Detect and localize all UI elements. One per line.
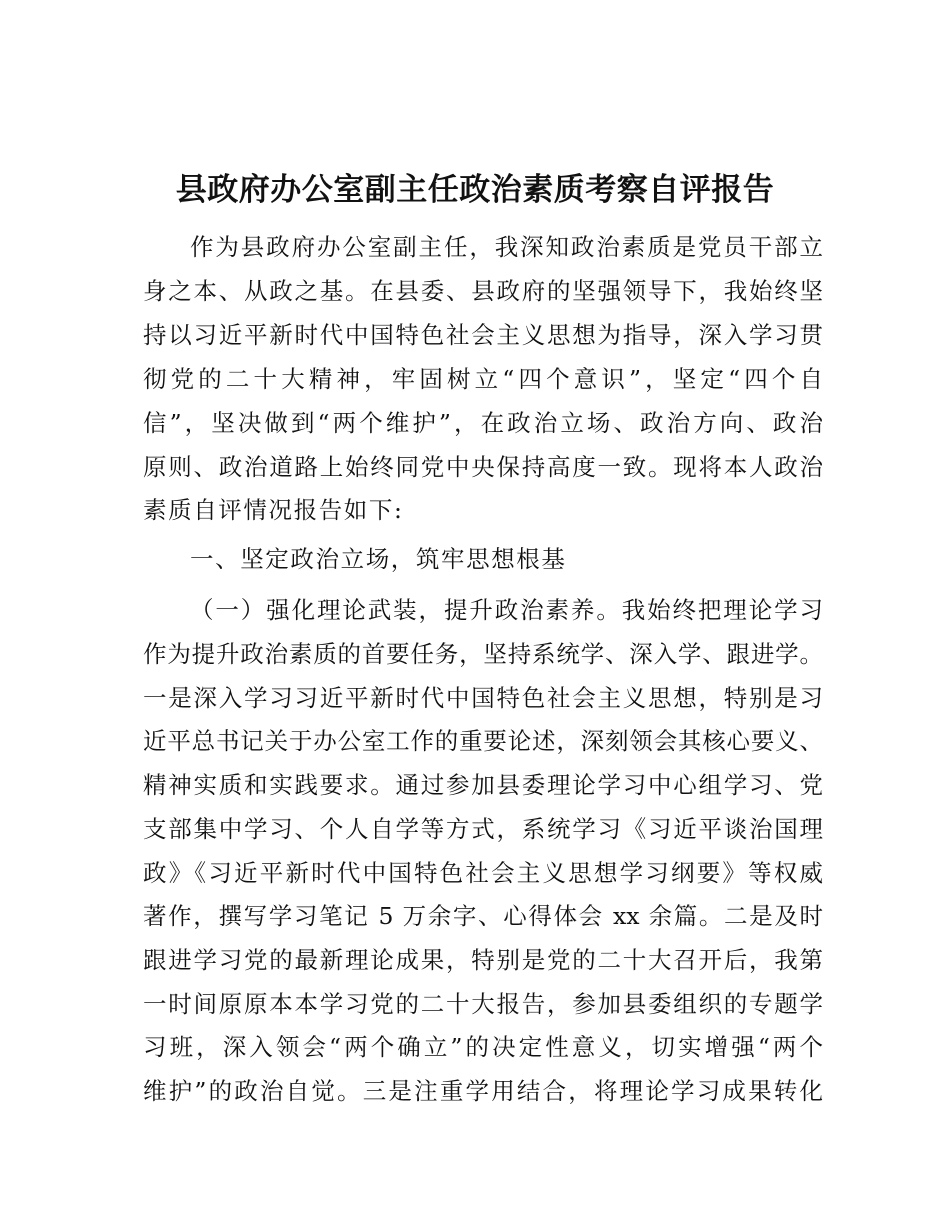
intro-line: 身之本、从政之基。在县委、县政府的坚强领导下，我始终坚 bbox=[143, 277, 823, 305]
intro-line: 作为县政府办公室副主任，我深知政治素质是党员干部立 bbox=[190, 233, 823, 261]
intro-line: 信”，坚决做到“两个维护”，在政治立场、政治方向、政治 bbox=[143, 409, 823, 437]
paragraph-line: 近平总书记关于办公室工作的重要论述，深刻领会其核心要义、 bbox=[143, 727, 823, 755]
document-title: 县政府办公室副主任政治素质考察自评报告 bbox=[175, 172, 775, 208]
intro-line: 持以习近平新时代中国特色社会主义思想为指导，深入学习贯 bbox=[143, 321, 823, 349]
paragraph-line: 支部集中学习、个人自学等方式，系统学习《习近平谈治国理 bbox=[143, 815, 823, 843]
intro-line: 彻党的二十大精神，牢固树立“四个意识”，坚定“四个自 bbox=[143, 365, 823, 393]
paragraph-line: 维护”的政治自觉。三是注重学用结合，将理论学习成果转化 bbox=[143, 1077, 823, 1105]
paragraph-line: （一）强化理论武装，提升政治素养。我始终把理论学习 bbox=[190, 596, 823, 624]
intro-line: 素质自评情况报告如下: bbox=[143, 496, 404, 524]
paragraph-line: 习班，深入领会“两个确立”的决定性意义，切实增强“两个 bbox=[143, 1033, 823, 1061]
intro-line: 原则、政治道路上始终同党中央保持高度一致。现将本人政治 bbox=[143, 453, 823, 481]
paragraph-line: 著作，撰写学习笔记 5 万余字、心得体会 xx 余篇。二是及时 bbox=[143, 902, 823, 930]
section-heading: 一、坚定政治立场，筑牢思想根基 bbox=[190, 545, 567, 573]
paragraph-line: 精神实质和实践要求。通过参加县委理论学习中心组学习、党 bbox=[143, 771, 823, 799]
paragraph-line: 一时间原原本本学习党的二十大报告，参加县委组织的专题学 bbox=[143, 990, 823, 1018]
paragraph-line: 跟进学习党的最新理论成果，特别是党的二十大召开后，我第 bbox=[143, 946, 823, 974]
paragraph-line: 政》《习近平新时代中国特色社会主义思想学习纲要》等权威 bbox=[143, 859, 823, 887]
paragraph-line: 一是深入学习习近平新时代中国特色社会主义思想，特别是习 bbox=[143, 684, 823, 712]
paragraph-line: 作为提升政治素质的首要任务，坚持系统学、深入学、跟进学。 bbox=[143, 640, 823, 668]
